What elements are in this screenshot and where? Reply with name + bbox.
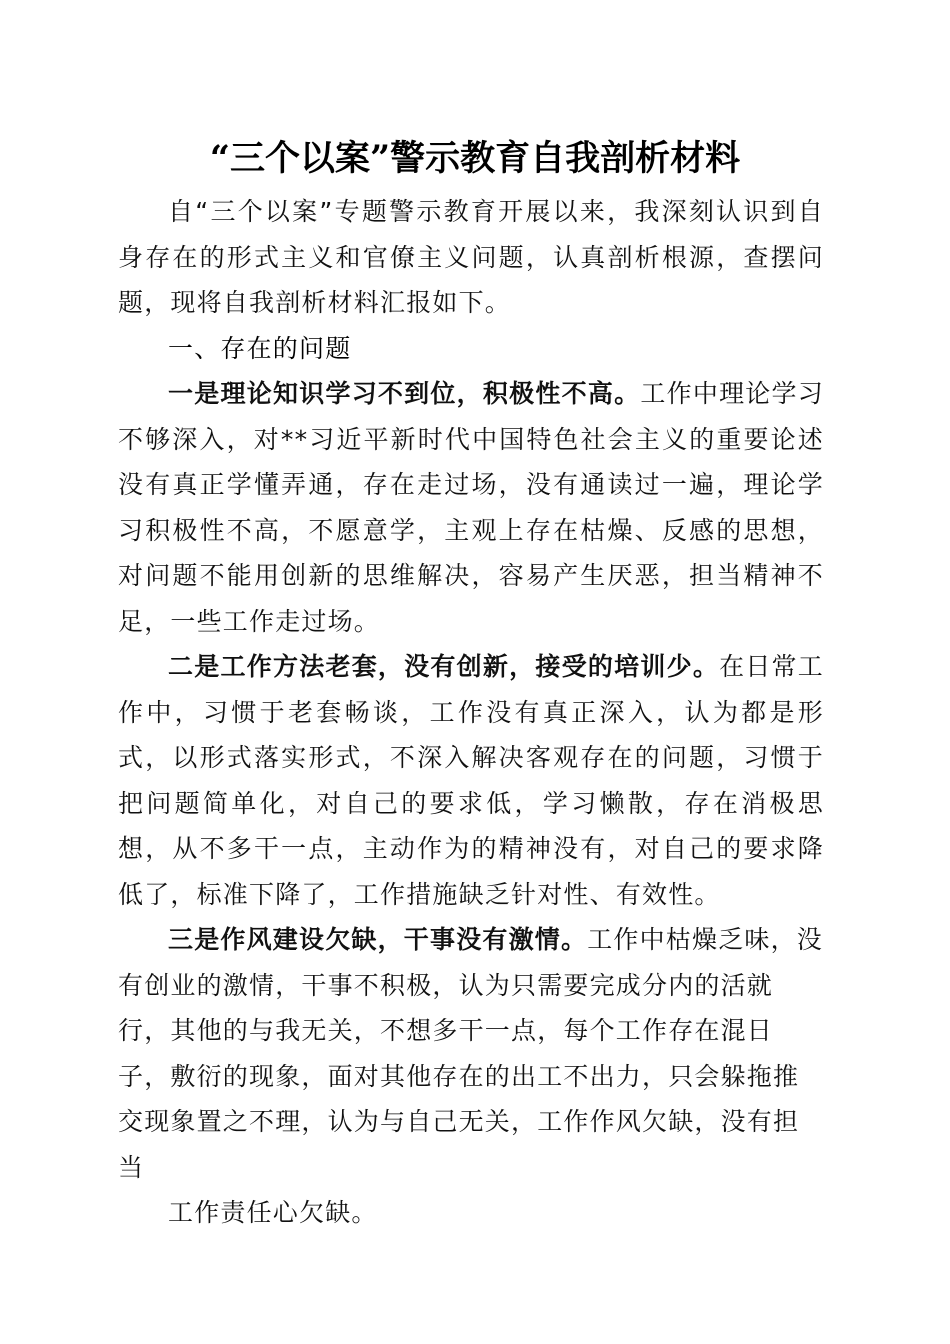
problem-paragraph-3 — [118, 917, 824, 1190]
intro-paragraph: 自“三个以案”专题警示教育开展以来，我深刻认识到自身存在的形式主义和官僚主义问题，认真剖析根源，查摆问题，现将自我剖析材料汇报如下。 — [118, 197, 824, 317]
problem-paragraph-2 — [118, 644, 824, 917]
problem-lead-3: 三是作风建设欠缺，干事没有激情。 — [168, 925, 588, 954]
problem-lead-1: 一是理论知识学习不到位，积极性不高。 — [168, 379, 641, 408]
section-heading: 一、存在的问题 — [168, 333, 352, 363]
problem-lead-2: 二是工作方法老套，没有创新，接受的培训少。 — [168, 652, 720, 681]
problem-text-2: 在日常工作中，习惯于老套畅谈，工作没有真正深入，认为都是形式，以形式落实形式，不深入解决客观存在的问题，习惯于把问题简单化，对自己的要求低，学习懒散，存在消极思想，从不多干一点，主动作为的精神没有，对自己的要求降低了，标准下降了，工作措施缺乏针对性、有效性。 — [118, 652, 825, 909]
problem-paragraph-1 — [118, 371, 824, 644]
document-title: “三个以案”警示教育自我剖析材料 — [209, 138, 741, 179]
tail-paragraph: 工作责任心欠缺。 — [168, 1198, 378, 1227]
problem-text-3: 工作中枯燥乏味，没有创业的激情，干事不积极，认为只需要完成分内的活就行，其他的与我无关，不想多干一点，每个工作存在混日子，敷衍的现象，面对其他存在的出工不出力，只会躲拖推交现象置之不理，认为与自己无关，工作作风欠缺，没有担当 — [118, 925, 824, 1182]
document-body — [118, 189, 824, 1236]
problem-text-1: 工作中理论学习不够深入，对**习近平新时代中国特色社会主义的重要论述没有真正学懂弄通，存在走过场，没有通读过一遍，理论学习积极性不高，不愿意学，主观上存在枯燥、反感的思想，对问题不能用创新的思维解决，容易产生厌恶，担当精神不足，一些工作走过场。 — [118, 379, 824, 636]
